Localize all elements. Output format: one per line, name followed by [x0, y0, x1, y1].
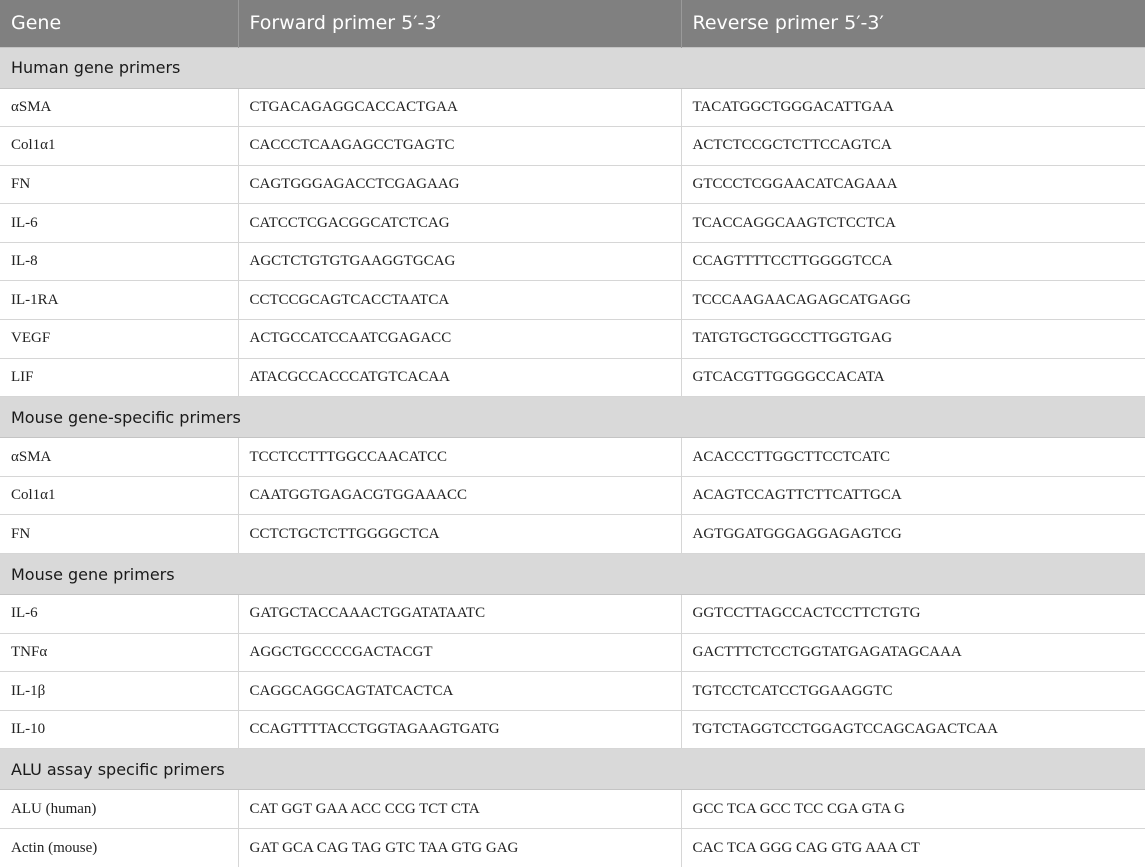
gene-cell: IL-6 [0, 595, 238, 634]
table-row [0, 829, 1145, 868]
forward-primer-cell: CATCCTCGACGGCATCTCAG [238, 204, 681, 243]
table-header [0, 0, 1145, 47]
forward-primer-cell: AGCTCTGTGTGAAGGTGCAG [238, 242, 681, 281]
reverse-primer-cell: CCAGTTTTCCTTGGGGTCCA [681, 242, 1145, 281]
table-row [0, 672, 1145, 711]
table-row [0, 204, 1145, 243]
reverse-primer-cell: GTCCCTCGGAACATCAGAAA [681, 165, 1145, 204]
gene-cell: VEGF [0, 320, 238, 359]
gene-cell: IL-1β [0, 672, 238, 711]
table-row [0, 633, 1145, 672]
forward-primer-cell: CACCCTCAAGAGCCTGAGTC [238, 127, 681, 166]
table-row [0, 515, 1145, 554]
table-row [0, 595, 1145, 634]
reverse-primer-cell: TGTCCTCATCCTGGAAGGTC [681, 672, 1145, 711]
reverse-primer-cell: ACAGTCCAGTTCTTCATTGCA [681, 476, 1145, 515]
gene-cell: αSMA [0, 88, 238, 127]
reverse-primer-cell: ACTCTCCGCTCTTCCAGTCA [681, 127, 1145, 166]
reverse-primer-cell: TACATGGCTGGGACATTGAA [681, 88, 1145, 127]
forward-primer-cell: AGGCTGCCCCGACTACGT [238, 633, 681, 672]
gene-cell: ALU (human) [0, 790, 238, 829]
forward-primer-cell: CCTCTGCTCTTGGGGCTCA [238, 515, 681, 554]
forward-primer-cell: CCTCCGCAGTCACCTAATCA [238, 281, 681, 320]
gene-cell: TNFα [0, 633, 238, 672]
gene-cell: LIF [0, 358, 238, 397]
section-title: Mouse gene-specific primers [0, 397, 1145, 438]
reverse-primer-cell: TCCCAAGAACAGAGCATGAGG [681, 281, 1145, 320]
section-header-row [0, 749, 1145, 790]
gene-cell: IL-8 [0, 242, 238, 281]
section-title: Mouse gene primers [0, 554, 1145, 595]
table-row [0, 127, 1145, 166]
gene-cell: IL-10 [0, 710, 238, 749]
table-row [0, 320, 1145, 359]
gene-cell: IL-6 [0, 204, 238, 243]
reverse-primer-cell: GGTCCTTAGCCACTCCTTCTGTG [681, 595, 1145, 634]
forward-primer-cell: CAGTGGGAGACCTCGAGAAG [238, 165, 681, 204]
forward-primer-cell: GATGCTACCAAACTGGATATAATC [238, 595, 681, 634]
table-row [0, 358, 1145, 397]
header-row [0, 0, 1145, 47]
header-gene: Gene [0, 0, 238, 47]
table-row [0, 438, 1145, 477]
table-row [0, 476, 1145, 515]
reverse-primer-cell: CAC TCA GGG CAG GTG AAA CT [692, 839, 920, 856]
gene-cell: IL-1RA [0, 281, 238, 320]
header-forward-primer: Forward primer 5′-3′ [238, 0, 681, 47]
forward-primer-cell: TCCTCCTTTGGCCAACATCC [238, 438, 681, 477]
table-row [0, 242, 1145, 281]
gene-cell: Col1α1 [0, 127, 238, 166]
table-row [0, 281, 1145, 320]
gene-cell: αSMA [0, 438, 238, 477]
forward-primer-cell: CCAGTTTTACCTGGTAGAAGTGATG [238, 710, 681, 749]
table-row [0, 710, 1145, 749]
forward-primer-cell: CAGGCAGGCAGTATCACTCA [238, 672, 681, 711]
forward-primer-cell: CAATGGTGAGACGTGGAAACC [238, 476, 681, 515]
section-header-row [0, 554, 1145, 595]
reverse-primer-cell: TCACCAGGCAAGTCTCCTCA [681, 204, 1145, 243]
forward-primer-cell: CAT GGT GAA ACC CCG TCT CTA [238, 790, 681, 829]
section-header-row [0, 397, 1145, 438]
reverse-primer-cell: TGTCTAGGTCCTGGAGTCCAGCAGACTCAA [681, 710, 1145, 749]
section-title: Human gene primers [0, 47, 1145, 88]
table-body [0, 47, 1145, 867]
reverse-primer-cell: GACTTTCTCCTGGTATGAGATAGCAAA [681, 633, 1145, 672]
section-header-row [0, 47, 1145, 88]
reverse-primer-cell: ACACCCTTGGCTTCCTCATC [681, 438, 1145, 477]
gene-cell: FN [0, 165, 238, 204]
forward-primer-cell: ACTGCCATCCAATCGAGACC [238, 320, 681, 359]
table-row [0, 790, 1145, 829]
section-title: ALU assay specific primers [0, 749, 1145, 790]
forward-primer-cell: ATACGCCACCCATGTCACAA [238, 358, 681, 397]
gene-cell: Col1α1 [0, 476, 238, 515]
reverse-primer-cell: GTCACGTTGGGGCCACATA [681, 358, 1145, 397]
gene-cell: Actin (mouse) [0, 829, 238, 868]
forward-primer-cell: CTGACAGAGGCACCACTGAA [238, 88, 681, 127]
reverse-primer-cell: AGTGGATGGGAGGAGAGTCG [681, 515, 1145, 554]
header-reverse-primer: Reverse primer 5′-3′ [681, 0, 1145, 47]
forward-primer-cell: GAT GCA CAG TAG GTC TAA GTG GAG [238, 829, 681, 868]
reverse-primer-cell: GCC TCA GCC TCC CGA GTA G [681, 790, 1145, 829]
reverse-primer-cell: TATGTGCTGGCCTTGGTGAG [681, 320, 1145, 359]
table-row [0, 165, 1145, 204]
table-row [0, 88, 1145, 127]
gene-cell: FN [0, 515, 238, 554]
